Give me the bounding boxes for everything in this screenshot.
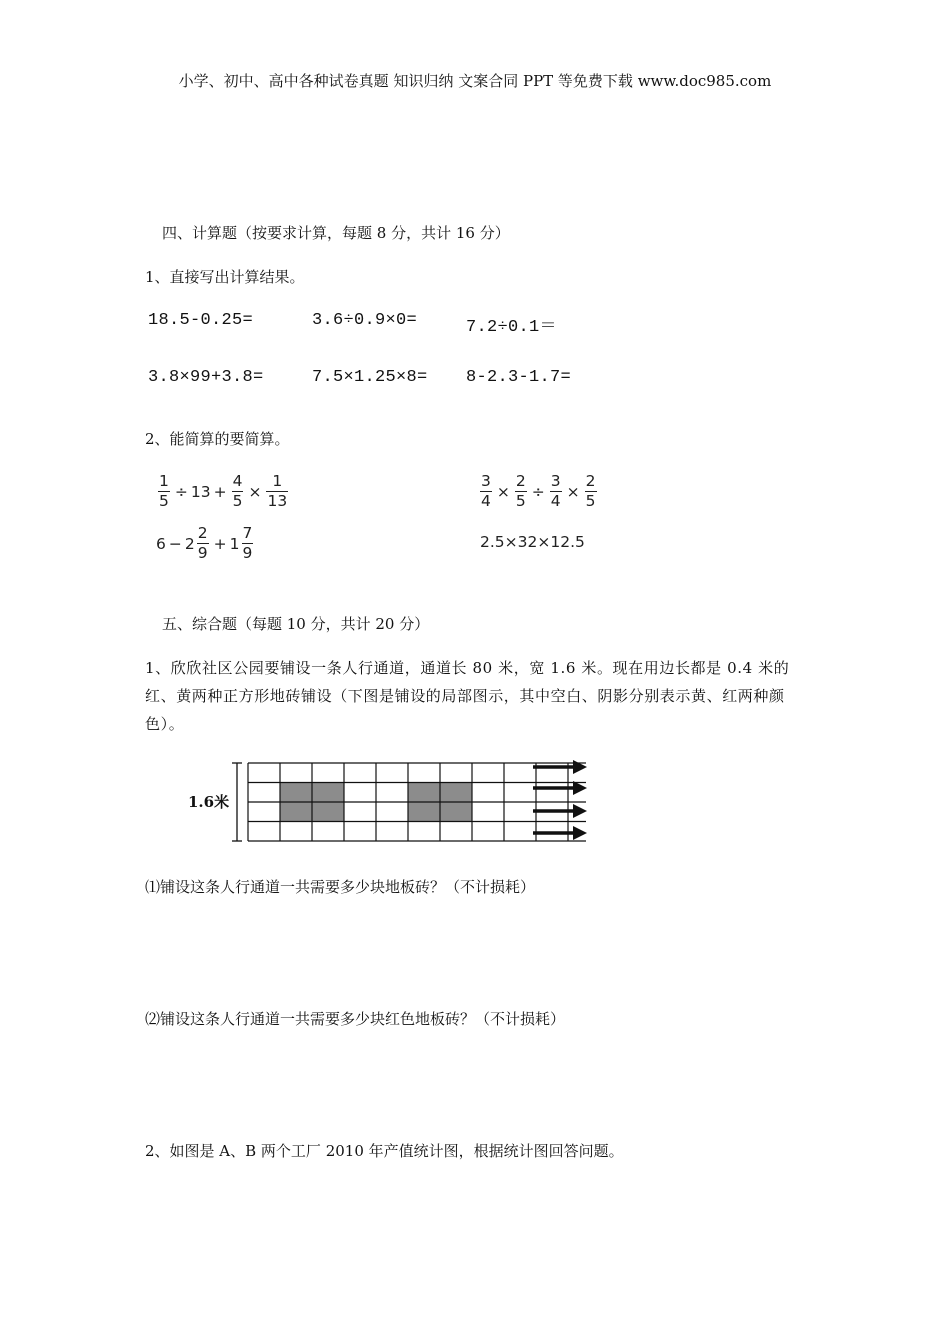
fraction: $\frac{1}{5}$ — [159, 472, 169, 510]
fraction: $\frac{3}{4}$ — [481, 472, 491, 510]
dimension-bracket — [232, 763, 242, 841]
calc-item: 7.2÷0.1＝ — [466, 318, 557, 337]
simplify-expression-3: 6 − 2 $\frac{2}{9}$ + 1 $\frac{7}{9}$ — [156, 524, 253, 562]
calc-item: 7.5×1.25×8= — [312, 368, 428, 387]
section5-title: 五、综合题（每题 10 分，共计 20 分） — [162, 615, 430, 633]
sub-question-1: ⑴铺设这条人行通道一共需要多少块地板砖？（不计损耗） — [145, 878, 536, 896]
simplify-expression-4: 2.5×32×12.5 — [480, 533, 585, 551]
section4-title: 四、计算题（按要求计算，每题 8 分，共计 16 分） — [162, 224, 510, 242]
fraction: $\frac{2}{9}$ — [197, 524, 208, 562]
arrow — [533, 804, 587, 818]
simplify-expression-2: $\frac{3}{4}$ × $\frac{2}{5}$ ÷ $\frac{3}{4}$ × $\frac{2}{5}$ — [481, 472, 596, 510]
direction-arrows — [533, 760, 587, 840]
calc-item: 8-2.3-1.7= — [466, 368, 572, 387]
tile-grid — [248, 763, 586, 841]
q2-label: 2、能简算的要简算。 — [145, 430, 290, 448]
q1-label: 1、直接写出计算结果。 — [145, 268, 305, 286]
fraction: $\frac{2}{5}$ — [585, 472, 596, 510]
arrow — [533, 826, 587, 840]
calc-item: 18.5-0.25= — [148, 311, 254, 330]
page-header: 小学、初中、高中各种试卷真题 知识归纳 文案合同 PPT 等免费下载 www.doc985.com — [178, 72, 772, 90]
problem-1-text: 1、欣欣社区公园要铺设一条人行通道，通道长 80 米，宽 1.6 米。现在用边长都是 0.4 米的红、黄两种正方形地砖铺设（下图是铺设的局部图示，其中空白、阴影分别表示黄、红两种颜色）。 — [145, 659, 790, 733]
sub-question-2: ⑵铺设这条人行通道一共需要多少块红色地板砖？（不计损耗） — [145, 1010, 566, 1028]
fraction: $\frac{1}{13}$ — [267, 472, 288, 510]
calc-item: 3.8×99+3.8= — [148, 368, 264, 387]
width-label: 1.6米 — [188, 793, 230, 811]
fraction: $\frac{7}{9}$ — [242, 524, 253, 562]
problem-2-text: 2、如图是 A、B 两个工厂 2010 年产值统计图，根据统计图回答问题。 — [145, 1142, 624, 1160]
fraction: $\frac{2}{5}$ — [515, 472, 526, 510]
fraction: $\frac{3}{4}$ — [550, 472, 561, 510]
arrow — [533, 760, 587, 774]
tile-diagram — [180, 755, 600, 850]
simplify-expression-1: $\frac{1}{5}$ ÷ 13 + $\frac{4}{5}$ × $\frac{1}{13}$ — [159, 472, 288, 510]
fraction: $\frac{4}{5}$ — [232, 472, 243, 510]
calc-item: 3.6÷0.9×0= — [312, 311, 418, 330]
